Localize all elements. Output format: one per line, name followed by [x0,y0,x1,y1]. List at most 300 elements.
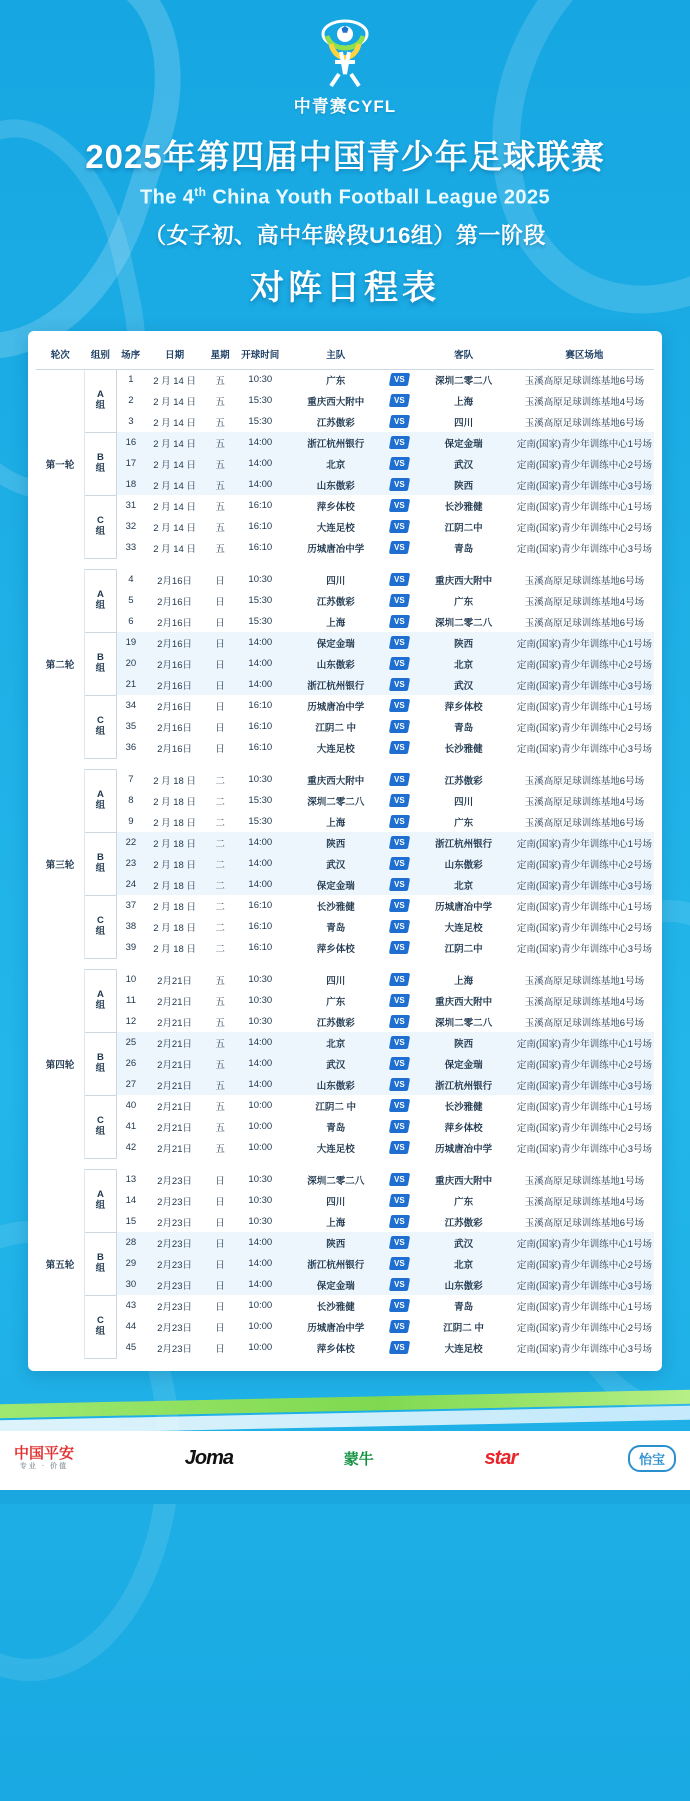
venue: 定南(国家)青少年训练中心1号场 [515,632,654,653]
vs-badge: VS [387,874,412,895]
match-number: 24 [116,874,145,895]
vs-badge: VS [387,1316,412,1337]
match-number: 32 [125,521,137,533]
group-label: C 组 [84,895,116,958]
round-label: 第一轮 [36,369,84,558]
match-date: 2 月 14 日 [153,417,196,429]
venue: 玉溪高原足球训练基地6号场 [524,775,645,787]
away-team: 山东傲彩 [412,853,515,874]
away-team: 浙江杭州银行 [412,832,515,853]
kickoff-time: 10:30 [248,574,273,586]
round-label: 第四轮 [36,969,84,1158]
away-team: 保定金瑞 [412,432,515,453]
kickoff-time: 16:10 [248,942,273,954]
table-row [36,411,654,432]
match-weekday: 二 [204,832,236,853]
round-separator [36,1158,654,1169]
kickoff-time: 14:00 [236,874,284,895]
match-weekday: 二 [215,817,225,829]
column-header-th-no: 场序 [116,341,145,370]
home-team: 上海 [326,1217,346,1229]
match-date: 2月21日 [145,1053,204,1074]
match-weekday: 日 [215,722,225,734]
column-header-th-home: 主队 [285,341,387,370]
kickoff-time: 14:00 [236,1253,284,1274]
match-weekday: 二 [204,874,236,895]
table-row [36,969,654,990]
logo-wordmark: 中青赛CYFL [293,97,397,116]
match-number: 15 [125,1216,137,1228]
home-team: 青岛 [326,922,346,934]
home-team: 长沙雅健 [316,1301,355,1313]
match-number: 40 [125,1100,137,1112]
away-team: 广东 [454,596,474,608]
table-row [36,1169,654,1190]
table-row [36,1274,654,1295]
vs-badge: VS [387,1074,412,1095]
vs-badge: VS [387,832,412,853]
match-weekday: 五 [215,996,225,1008]
match-number: 20 [116,653,145,674]
away-team: 深圳二零二八 [435,617,493,629]
venue: 玉溪高原足球训练基地1号场 [524,975,645,987]
match-weekday: 日 [204,1274,236,1295]
match-weekday: 五 [215,1101,225,1113]
match-date: 2月23日 [145,1253,204,1274]
sponsor-name: 蒙牛 [343,1450,374,1468]
kickoff-time: 14:00 [236,432,284,453]
venue: 玉溪高原足球训练基地6号场 [524,817,645,829]
kickoff-time: 10:30 [248,995,273,1007]
vs-badge: VS [387,674,412,695]
group-label: A 组 [84,369,116,432]
away-team: 浙江杭州银行 [412,1074,515,1095]
match-weekday: 五 [215,522,225,534]
match-weekday: 日 [204,1232,236,1253]
match-number: 6 [128,616,134,628]
vs-badge: VS [387,769,412,790]
match-weekday: 五 [215,417,225,429]
group-label: C 组 [84,495,116,558]
table-row [36,1190,654,1211]
vs-badge: VS [387,695,412,716]
kickoff-time: 10:30 [248,1216,273,1228]
away-team: 长沙雅健 [444,501,483,513]
match-date: 2 月 14 日 [153,522,196,534]
venue: 玉溪高原足球训练基地6号场 [524,1217,645,1229]
home-team: 浙江杭州银行 [285,432,387,453]
away-team: 江阴二中 [444,943,483,955]
home-team: 浙江杭州银行 [285,1253,387,1274]
vs-badge: VS [387,453,412,474]
match-date: 2月21日 [157,1101,192,1113]
kickoff-time: 14:00 [236,1074,284,1095]
kickoff-time: 10:30 [248,774,273,786]
table-row [36,453,654,474]
vs-badge: VS [387,369,412,390]
vs-badge: VS [387,1295,412,1316]
home-team: 陕西 [285,832,387,853]
away-team: 青岛 [454,543,474,555]
home-team: 山东傲彩 [285,1074,387,1095]
match-date: 2 月 14 日 [145,432,204,453]
match-weekday: 日 [215,1196,225,1208]
away-team: 重庆西大附中 [435,1175,493,1187]
match-number: 30 [116,1274,145,1295]
away-team: 四川 [454,417,474,429]
group-label: B 组 [84,432,116,495]
match-date: 2 月 18 日 [153,922,196,934]
home-team: 四川 [326,1196,346,1208]
vs-badge: VS [387,790,412,811]
vs-badge: VS [387,811,412,832]
table-row [36,1316,654,1337]
venue: 定南(国家)青少年训练中心2号场 [515,453,654,474]
home-team: 江苏傲彩 [316,596,355,608]
venue: 玉溪高原足球训练基地4号场 [524,796,645,808]
vs-badge: VS [387,1337,412,1358]
table-row [36,1032,654,1053]
match-number: 14 [125,1195,137,1207]
away-team: 萍乡体校 [444,1122,483,1134]
venue: 定南(国家)青少年训练中心1号场 [516,701,652,713]
table-row [36,716,654,737]
home-team: 山东傲彩 [285,474,387,495]
match-weekday: 五 [204,474,236,495]
round-label: 第三轮 [36,769,84,958]
group-label: B 组 [84,832,116,895]
home-team: 萍乡体校 [316,943,355,955]
venue: 定南(国家)青少年训练中心2号场 [515,1253,654,1274]
match-weekday: 日 [215,1322,225,1334]
match-number: 22 [116,832,145,853]
kickoff-time: 10:00 [248,1321,273,1333]
match-number: 5 [128,595,134,607]
home-team: 四川 [326,575,346,587]
kickoff-time: 14:00 [236,832,284,853]
table-row [36,1074,654,1095]
match-number: 4 [128,574,134,586]
table-row [36,369,654,390]
venue: 定南(国家)青少年训练中心3号场 [515,874,654,895]
venue: 定南(国家)青少年训练中心1号场 [515,1032,654,1053]
table-row [36,590,654,611]
home-team: 萍乡体校 [316,1343,355,1355]
match-weekday: 日 [215,575,225,587]
page-subtitle: （女子初、高中年龄段U16组）第一阶段 [144,222,546,248]
match-number: 17 [116,453,145,474]
vs-badge: VS [387,495,412,516]
venue: 定南(国家)青少年训练中心2号场 [516,722,652,734]
table-row [36,916,654,937]
table-row [36,653,654,674]
kickoff-time: 14:00 [236,474,284,495]
vs-badge: VS [387,1211,412,1232]
vs-badge: VS [387,716,412,737]
home-team: 山东傲彩 [285,653,387,674]
kickoff-time: 10:30 [248,374,273,386]
venue: 定南(国家)青少年训练中心2号场 [516,1322,652,1334]
match-weekday: 五 [215,1143,225,1155]
match-date: 2月21日 [157,1122,192,1134]
table-row [36,390,654,411]
home-team: 四川 [326,975,346,987]
sponsor-tagline: 专业 · 价值 [19,1462,69,1470]
round-separator [36,758,654,769]
match-date: 2月23日 [157,1343,192,1355]
kickoff-time: 15:30 [248,416,273,428]
group-label: A 组 [84,769,116,832]
match-number: 39 [125,942,137,954]
sponsor-name: Joma [184,1446,234,1469]
column-header-th-round: 轮次 [36,341,84,370]
venue: 定南(国家)青少年训练中心3号场 [516,743,652,755]
home-team: 历城唐冶中学 [307,1322,365,1334]
venue: 定南(国家)青少年训练中心2号场 [516,1122,652,1134]
kickoff-time: 14:00 [236,674,284,695]
match-date: 2月16日 [157,743,192,755]
away-team: 上海 [454,396,474,408]
match-date: 2 月 18 日 [153,775,196,787]
home-team: 大连足校 [316,743,355,755]
match-date: 2 月 14 日 [153,396,196,408]
kickoff-time: 10:30 [248,1016,273,1028]
match-number: 3 [128,416,134,428]
sponsor-logo-joma [185,1447,233,1470]
away-team: 保定金瑞 [412,1053,515,1074]
match-date: 2月16日 [145,674,204,695]
away-team: 江阴二 中 [443,1322,484,1334]
match-date: 2月16日 [157,617,192,629]
kickoff-time: 10:00 [248,1300,273,1312]
column-header-th-week: 星期 [204,341,236,370]
home-team: 武汉 [285,1053,387,1074]
match-weekday: 五 [204,432,236,453]
match-date: 2月21日 [157,996,192,1008]
vs-badge: VS [387,390,412,411]
sponsor-logo-mengniu [344,1448,374,1469]
match-number: 27 [116,1074,145,1095]
sponsor-name: 怡宝 [638,1451,665,1467]
match-weekday: 日 [215,1301,225,1313]
round-separator [36,958,654,969]
kickoff-time: 14:00 [236,453,284,474]
venue: 玉溪高原足球训练基地4号场 [524,1196,645,1208]
table-row [36,1232,654,1253]
kickoff-time: 14:00 [236,1032,284,1053]
kickoff-time: 14:00 [236,1053,284,1074]
kickoff-time: 10:30 [248,974,273,986]
sponsor-logo-yibao [628,1445,676,1472]
vs-badge: VS [387,737,412,758]
home-team: 江阴二 中 [315,1101,357,1113]
kickoff-time: 16:10 [248,900,273,912]
league-logo [286,18,404,117]
match-weekday: 五 [215,543,225,555]
cyfl-emblem-icon [301,18,389,90]
vs-badge: VS [387,432,412,453]
venue: 定南(国家)青少年训练中心3号场 [516,1143,652,1155]
venue: 定南(国家)青少年训练中心1号场 [516,1101,652,1113]
home-team: 深圳二零二八 [307,1175,365,1187]
column-header-th-time: 开球时间 [236,341,284,370]
column-header-th-date: 日期 [145,341,204,370]
match-number: 38 [125,921,137,933]
title-en-post: China Youth Football League 2025 [206,186,550,209]
kickoff-time: 10:30 [248,1195,273,1207]
group-label: B 组 [84,1032,116,1095]
match-weekday: 日 [215,1217,225,1229]
table-row [36,674,654,695]
table-row [36,495,654,516]
match-weekday: 五 [204,1032,236,1053]
match-date: 2 月 14 日 [145,474,204,495]
home-team: 上海 [326,617,346,629]
home-team: 北京 [285,453,387,474]
match-date: 2月16日 [157,701,192,713]
away-team: 武汉 [412,674,515,695]
home-team: 大连足校 [316,1143,355,1155]
match-weekday: 二 [215,943,225,955]
kickoff-time: 16:10 [248,700,273,712]
match-number: 26 [116,1053,145,1074]
match-number: 43 [125,1300,137,1312]
away-team: 历城唐冶中学 [435,901,493,913]
sponsor-bar [0,1431,690,1490]
match-weekday: 五 [204,1053,236,1074]
match-date: 2月21日 [157,1143,192,1155]
home-team: 广东 [326,996,346,1008]
away-team: 北京 [412,874,515,895]
match-number: 2 [128,395,134,407]
kickoff-time: 16:10 [248,500,273,512]
venue: 定南(国家)青少年训练中心1号场 [516,501,652,513]
vs-badge: VS [387,1169,412,1190]
match-number: 33 [125,542,137,554]
match-number: 13 [125,1174,137,1186]
group-label: C 组 [84,1095,116,1158]
match-weekday: 日 [204,632,236,653]
venue: 定南(国家)青少年训练中心3号场 [516,1343,652,1355]
venue: 定南(国家)青少年训练中心3号场 [515,1274,654,1295]
match-weekday: 二 [204,853,236,874]
home-team: 武汉 [285,853,387,874]
away-team: 陕西 [412,632,515,653]
kickoff-time: 14:00 [236,853,284,874]
match-number: 9 [128,816,134,828]
home-team: 历城唐冶中学 [307,543,365,555]
vs-badge: VS [387,1190,412,1211]
match-date: 2月23日 [145,1232,204,1253]
kickoff-time: 10:30 [248,1174,273,1186]
venue: 定南(国家)青少年训练中心3号场 [516,943,652,955]
match-date: 2 月 14 日 [153,543,196,555]
home-team: 重庆西大附中 [307,396,365,408]
home-team: 上海 [326,817,346,829]
venue: 玉溪高原足球训练基地4号场 [524,996,645,1008]
match-date: 2 月 18 日 [153,796,196,808]
venue: 定南(国家)青少年训练中心3号场 [515,674,654,695]
match-number: 35 [125,721,137,733]
match-number: 18 [116,474,145,495]
vs-badge: VS [387,990,412,1011]
table-row [36,1337,654,1358]
kickoff-time: 16:10 [248,542,273,554]
venue: 定南(国家)青少年训练中心2号场 [515,853,654,874]
vs-badge: VS [387,916,412,937]
title-en-sup: th [194,185,207,199]
away-team: 江阴二中 [444,522,483,534]
match-number: 10 [125,974,137,986]
home-team: 保定金瑞 [285,874,387,895]
round-label: 第五轮 [36,1169,84,1358]
home-team: 江苏傲彩 [316,1017,355,1029]
kickoff-time: 15:30 [248,595,273,607]
match-date: 2 月 18 日 [145,832,204,853]
kickoff-time: 10:00 [248,1100,273,1112]
table-row [36,937,654,958]
away-team: 江苏傲彩 [444,775,483,787]
kickoff-time: 14:00 [236,1232,284,1253]
home-team: 长沙雅健 [316,901,355,913]
away-team: 四川 [454,796,474,808]
home-team: 浙江杭州银行 [285,674,387,695]
match-weekday: 二 [215,922,225,934]
away-team: 武汉 [412,453,515,474]
column-header-th-venue: 赛区场地 [515,341,654,370]
match-weekday: 五 [215,375,225,387]
vs-badge: VS [387,569,412,590]
match-number: 41 [125,1121,137,1133]
table-row [36,737,654,758]
table-row [36,853,654,874]
home-team: 重庆西大附中 [307,775,365,787]
title-en-pre: The 4 [139,186,195,209]
match-date: 2 月 14 日 [153,501,196,513]
match-number: 11 [125,995,136,1007]
venue: 定南(国家)青少年训练中心2号场 [516,522,652,534]
sponsor-name: 中国平安 [14,1445,75,1463]
sponsor-logo-star [485,1447,518,1470]
home-team: 萍乡体校 [316,501,355,513]
vs-badge: VS [387,516,412,537]
match-number: 25 [116,1032,145,1053]
venue: 玉溪高原足球训练基地1号场 [524,1175,645,1187]
away-team: 陕西 [412,1032,515,1053]
table-row [36,1053,654,1074]
match-weekday: 日 [215,1175,225,1187]
venue: 玉溪高原足球训练基地6号场 [524,417,645,429]
table-row [36,769,654,790]
group-label: A 组 [84,1169,116,1232]
venue: 定南(国家)青少年训练中心2号场 [515,1053,654,1074]
match-weekday: 日 [204,674,236,695]
vs-badge: VS [387,1253,412,1274]
table-row [36,1116,654,1137]
kickoff-time: 16:10 [248,742,273,754]
match-date: 2月21日 [157,975,192,987]
match-date: 2月23日 [157,1301,192,1313]
away-team: 大连足校 [444,1343,483,1355]
kickoff-time: 10:00 [248,1121,273,1133]
venue: 玉溪高原足球训练基地4号场 [524,396,645,408]
match-date: 2月21日 [145,1074,204,1095]
match-date: 2 月 18 日 [153,943,196,955]
page-main-heading: 对阵日程表 [250,268,440,307]
table-row [36,632,654,653]
table-row [36,895,654,916]
group-label: A 组 [84,569,116,632]
